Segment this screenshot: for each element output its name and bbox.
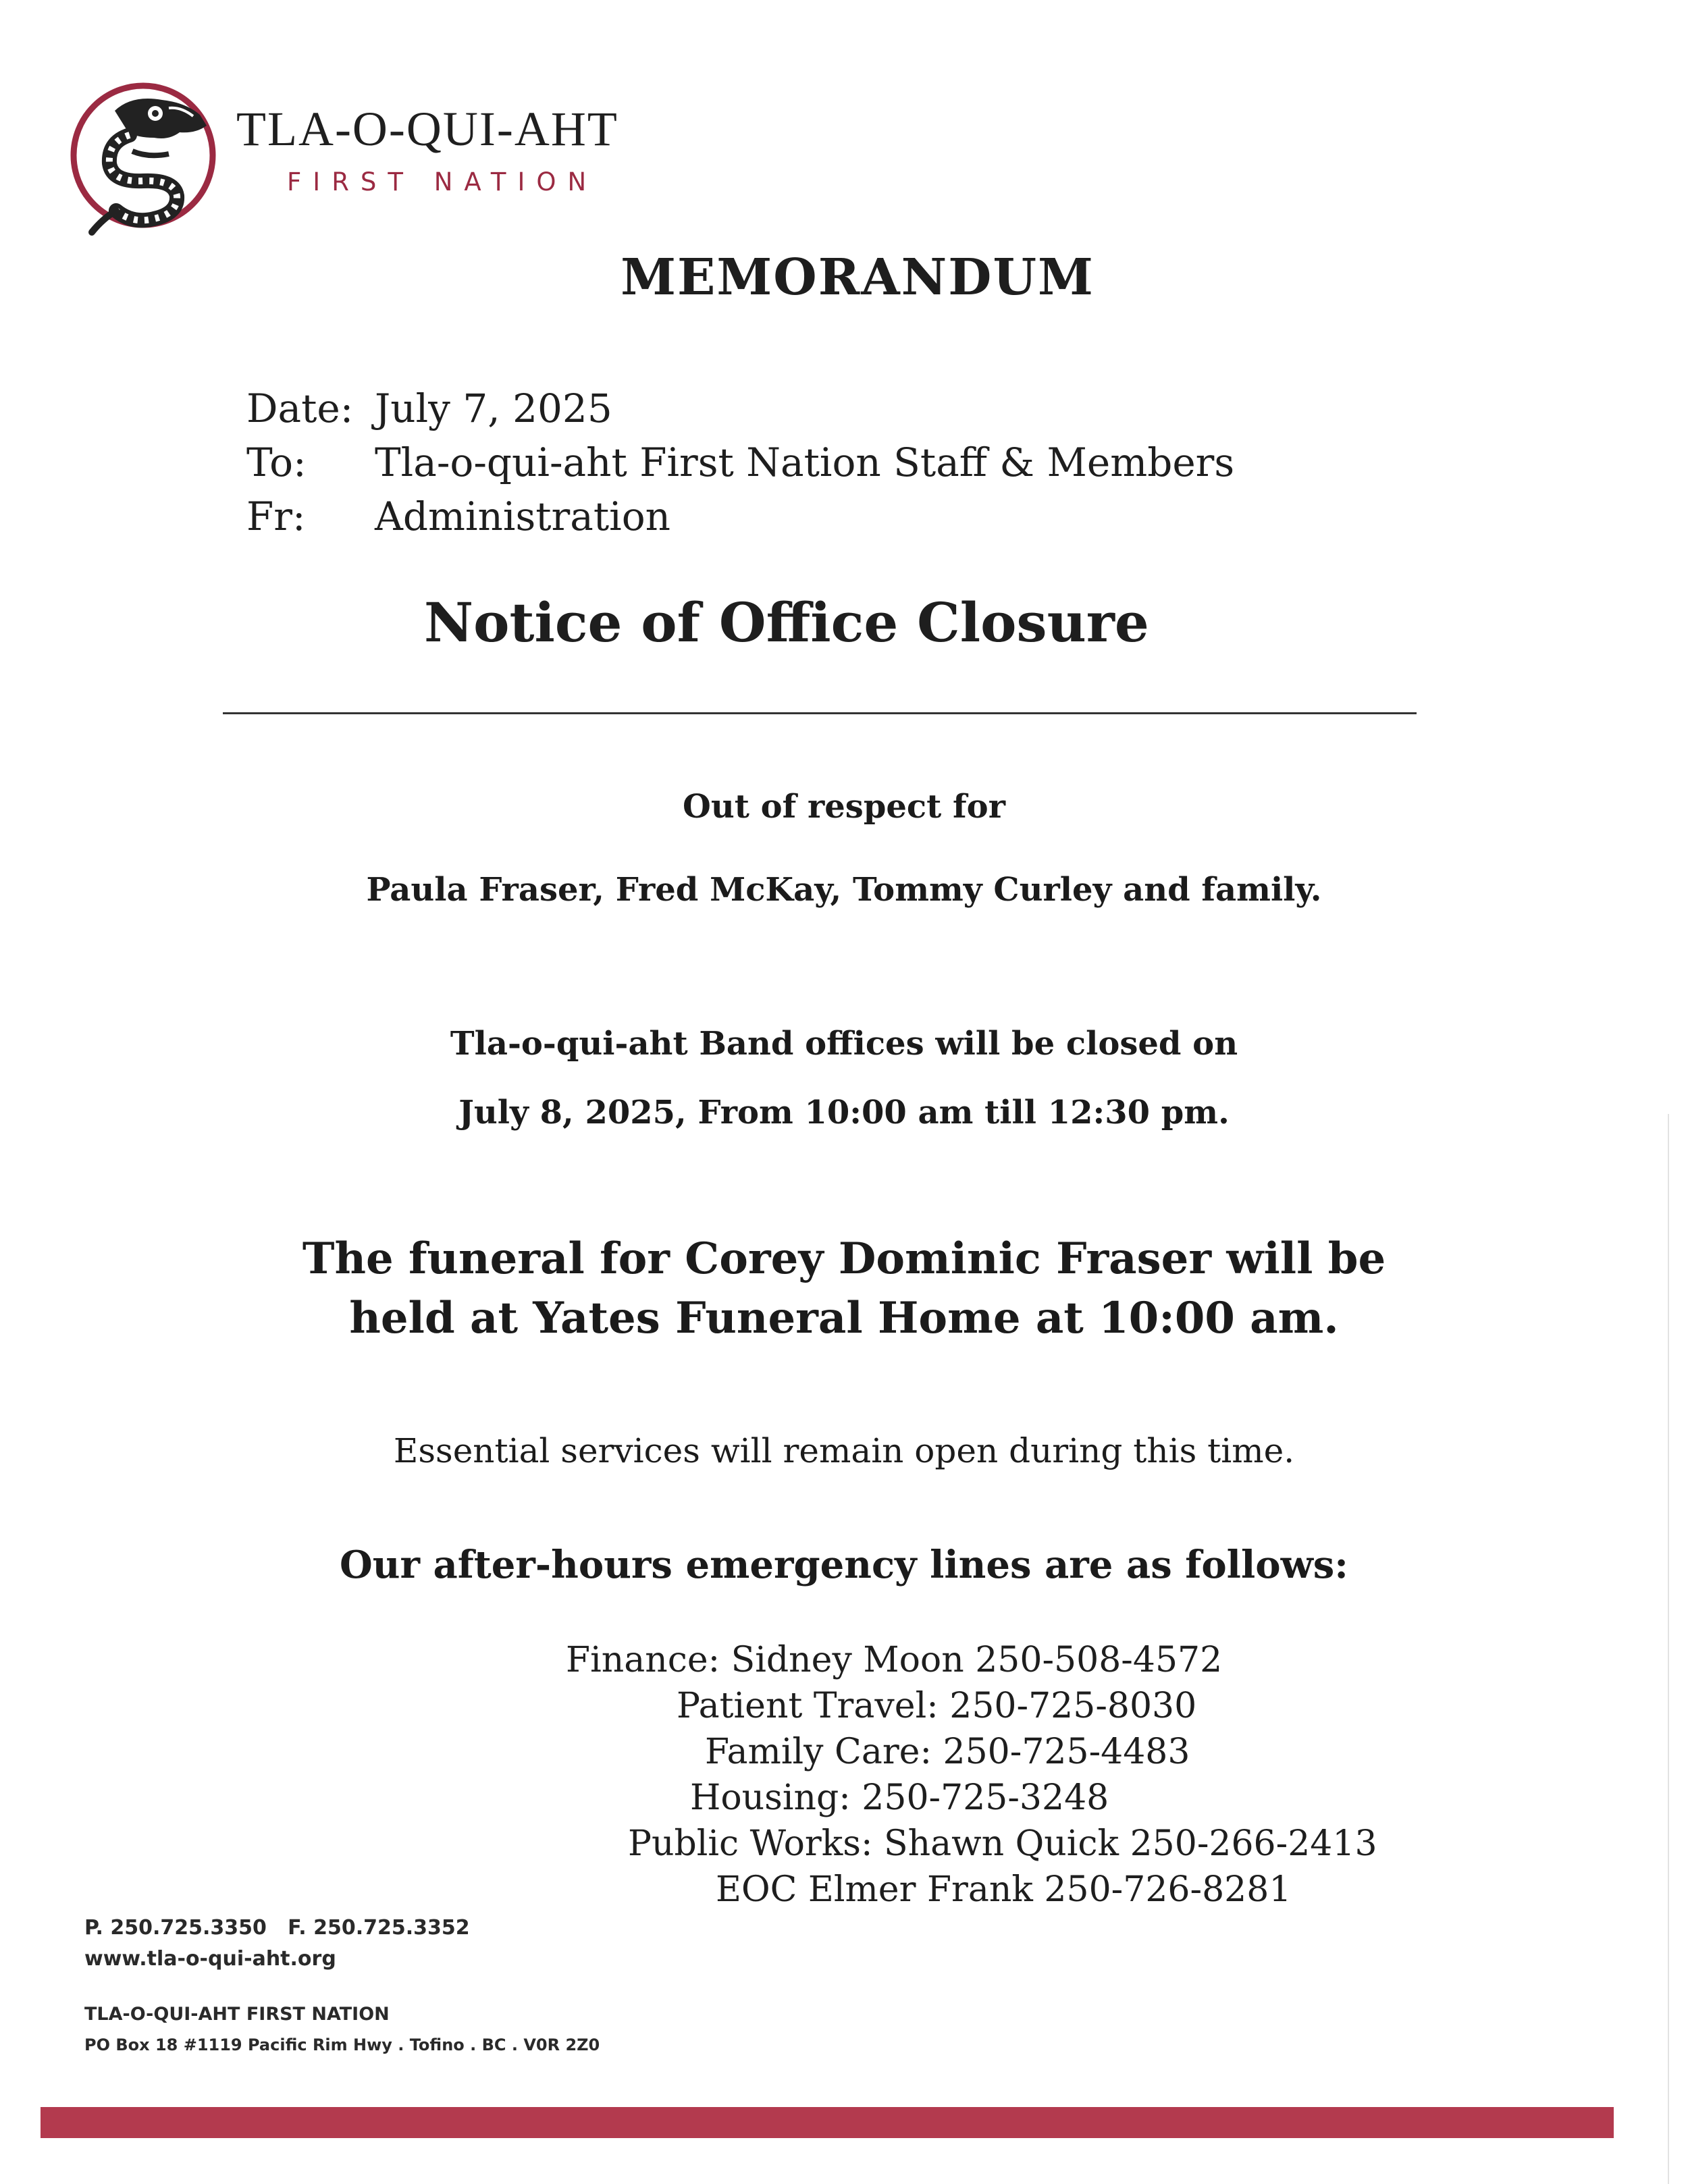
respect-line: Out of respect for [683, 788, 1005, 826]
footer-color-bar [41, 2107, 1614, 2138]
to-value: Tla-o-qui-aht First Nation Staff & Members [375, 440, 1235, 485]
funeral-location-line: held at Yates Funeral Home at 10:00 am. [349, 1293, 1339, 1343]
contact-patient-travel: Patient Travel: 250-725-8030 [677, 1686, 1197, 1726]
contact-finance: Finance: Sidney Moon 250-508-4572 [566, 1640, 1223, 1680]
from-row [246, 489, 1234, 543]
scan-edge-line [1668, 1114, 1669, 2184]
date-row [246, 381, 1234, 435]
contact-public-works: Public Works: Shawn Quick 250-266-2413 [628, 1823, 1377, 1864]
contact-eoc: EOC Elmer Frank 250-726-8281 [716, 1869, 1292, 1910]
footer-website: www.tla-o-qui-aht.org [84, 1947, 336, 1971]
to-label: To: [246, 440, 307, 485]
date-label: Date: [246, 385, 354, 431]
notice-title: Notice of Office Closure [424, 591, 1149, 654]
closure-time-line: July 8, 2025, From 10:00 am till 12:30 pm. [458, 1094, 1230, 1131]
footer-phones: P. 250.725.3350 F. 250.725.3352 [84, 1916, 470, 1940]
from-value: Administration [375, 494, 670, 539]
footer-address: PO Box 18 #1119 Pacific Rim Hwy . Tofino . BC . V0R 2Z0 [84, 2035, 600, 2054]
memo-header [246, 381, 1234, 543]
to-row [246, 435, 1234, 489]
serpent-logo-icon [68, 76, 223, 238]
names-line: Paula Fraser, Fred McKay, Tommy Curley and family. [366, 871, 1322, 909]
contact-housing: Housing: 250-725-3248 [690, 1778, 1109, 1818]
funeral-line: The funeral for Corey Dominic Fraser will be [302, 1233, 1386, 1284]
memo-title: MEMORANDUM [621, 248, 1094, 307]
closure-line: Tla-o-qui-aht Band offices will be closed on [450, 1025, 1238, 1063]
org-subtitle: FIRST NATION [287, 167, 598, 196]
divider [223, 712, 1417, 714]
from-label: Fr: [246, 494, 306, 539]
org-name: TLA-O-QUI-AHT [236, 102, 618, 156]
emergency-heading: Our after-hours emergency lines are as follows: [340, 1543, 1348, 1587]
contact-family-care: Family Care: 250-725-4483 [705, 1732, 1190, 1772]
date-value: July 7, 2025 [375, 385, 612, 431]
essential-services-line: Essential services will remain open during this time. [393, 1431, 1295, 1470]
footer-org-name: TLA-O-QUI-AHT FIRST NATION [84, 2004, 390, 2025]
